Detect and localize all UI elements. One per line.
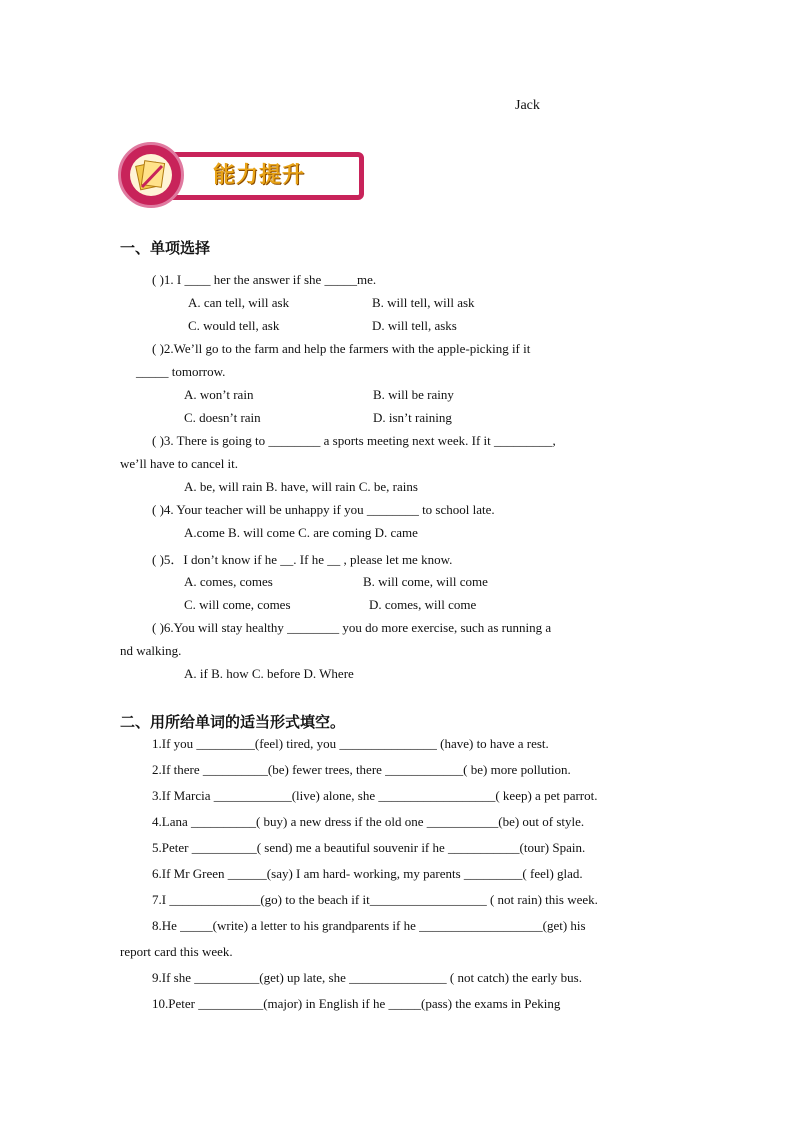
fill-item-9: 9.If she __________(get) up late, she _______________ ( not catch) the early bus.	[152, 970, 582, 985]
q3-stem-cont: we’ll have to cancel it.	[120, 456, 239, 471]
q5-stem: ( )5．I don’t know if he __. If he __ , please let me know.	[152, 552, 453, 567]
fill-item-5: 5.Peter __________( send) me a beautiful souvenir if he ___________(tour) Spain.	[152, 840, 586, 855]
q5-option-a: A. comes, comes	[184, 574, 273, 589]
q2-option-c: C. doesn’t rain	[184, 410, 261, 425]
student-name: Jack	[515, 98, 540, 113]
q4-options: A.come B. will come C. are coming D. came	[184, 525, 418, 540]
q5-option-b: B. will come, will come	[363, 574, 488, 589]
section-banner	[118, 142, 360, 208]
q1-option-d: D. will tell, asks	[372, 318, 457, 333]
q1-stem: ( )1. I ____ her the answer if she _____me.	[152, 272, 377, 287]
q6-stem: ( )6.You will stay healthy ________ you do more exercise, such as running a	[152, 620, 552, 635]
fill-item-8-cont: report card this week.	[120, 944, 233, 959]
q2-option-b: B. will be rainy	[373, 387, 454, 402]
q6-options: A. if B. how C. before D. Where	[184, 666, 354, 681]
banner-badge	[118, 142, 184, 208]
fill-item-7: 7.I ______________(go) to the beach if it__________________ ( not rain) this week.	[152, 892, 598, 907]
banner-title: 能力提升	[213, 163, 306, 188]
q5-option-d: D. comes, will come	[369, 597, 477, 612]
q1-option-b: B. will tell, will ask	[372, 295, 475, 310]
fill-item-10: 10.Peter __________(major) in English if he _____(pass) the exams in Peking	[152, 996, 561, 1011]
q2-option-a: A. won’t rain	[184, 387, 254, 402]
book-pencil-icon	[130, 154, 172, 196]
fill-item-6: 6.If Mr Green ______(say) I am hard- working, my parents _________( feel) glad.	[152, 866, 583, 881]
q1-option-a: A. can tell, will ask	[188, 295, 290, 310]
q5-option-c: C. will come, comes	[184, 597, 291, 612]
section1-heading: 一、单项选择	[120, 239, 211, 257]
fill-item-4: 4.Lana __________( buy) a new dress if the old one ___________(be) out of style.	[152, 814, 585, 829]
fill-item-8: 8.He _____(write) a letter to his grandparents if he ___________________(get) his	[152, 918, 586, 933]
q2-stem: ( )2.We’ll go to the farm and help the farmers with the apple-picking if it	[152, 341, 531, 356]
fill-item-3: 3.If Marcia ____________(live) alone, she __________________( keep) a pet parrot.	[152, 788, 598, 803]
q2-option-d: D. isn’t raining	[373, 410, 452, 425]
q4-stem: ( )4. Your teacher will be unhappy if you ________ to school late.	[152, 502, 495, 517]
q1-option-c: C. would tell, ask	[188, 318, 280, 333]
q3-options: A. be, will rain B. have, will rain C. be, rains	[184, 479, 418, 494]
fill-item-1: 1.If you _________(feel) tired, you _______________ (have) to have a rest.	[152, 736, 549, 751]
q2-stem-cont: _____ tomorrow.	[136, 364, 226, 379]
section2-heading: 二、用所给单词的适当形式填空。	[120, 713, 346, 731]
fill-item-2: 2.If there __________(be) fewer trees, there ____________( be) more pollution.	[152, 762, 571, 777]
q6-stem-cont: nd walking.	[120, 643, 182, 658]
q3-stem: ( )3. There is going to ________ a sports meeting next week. If it _________,	[152, 433, 556, 448]
